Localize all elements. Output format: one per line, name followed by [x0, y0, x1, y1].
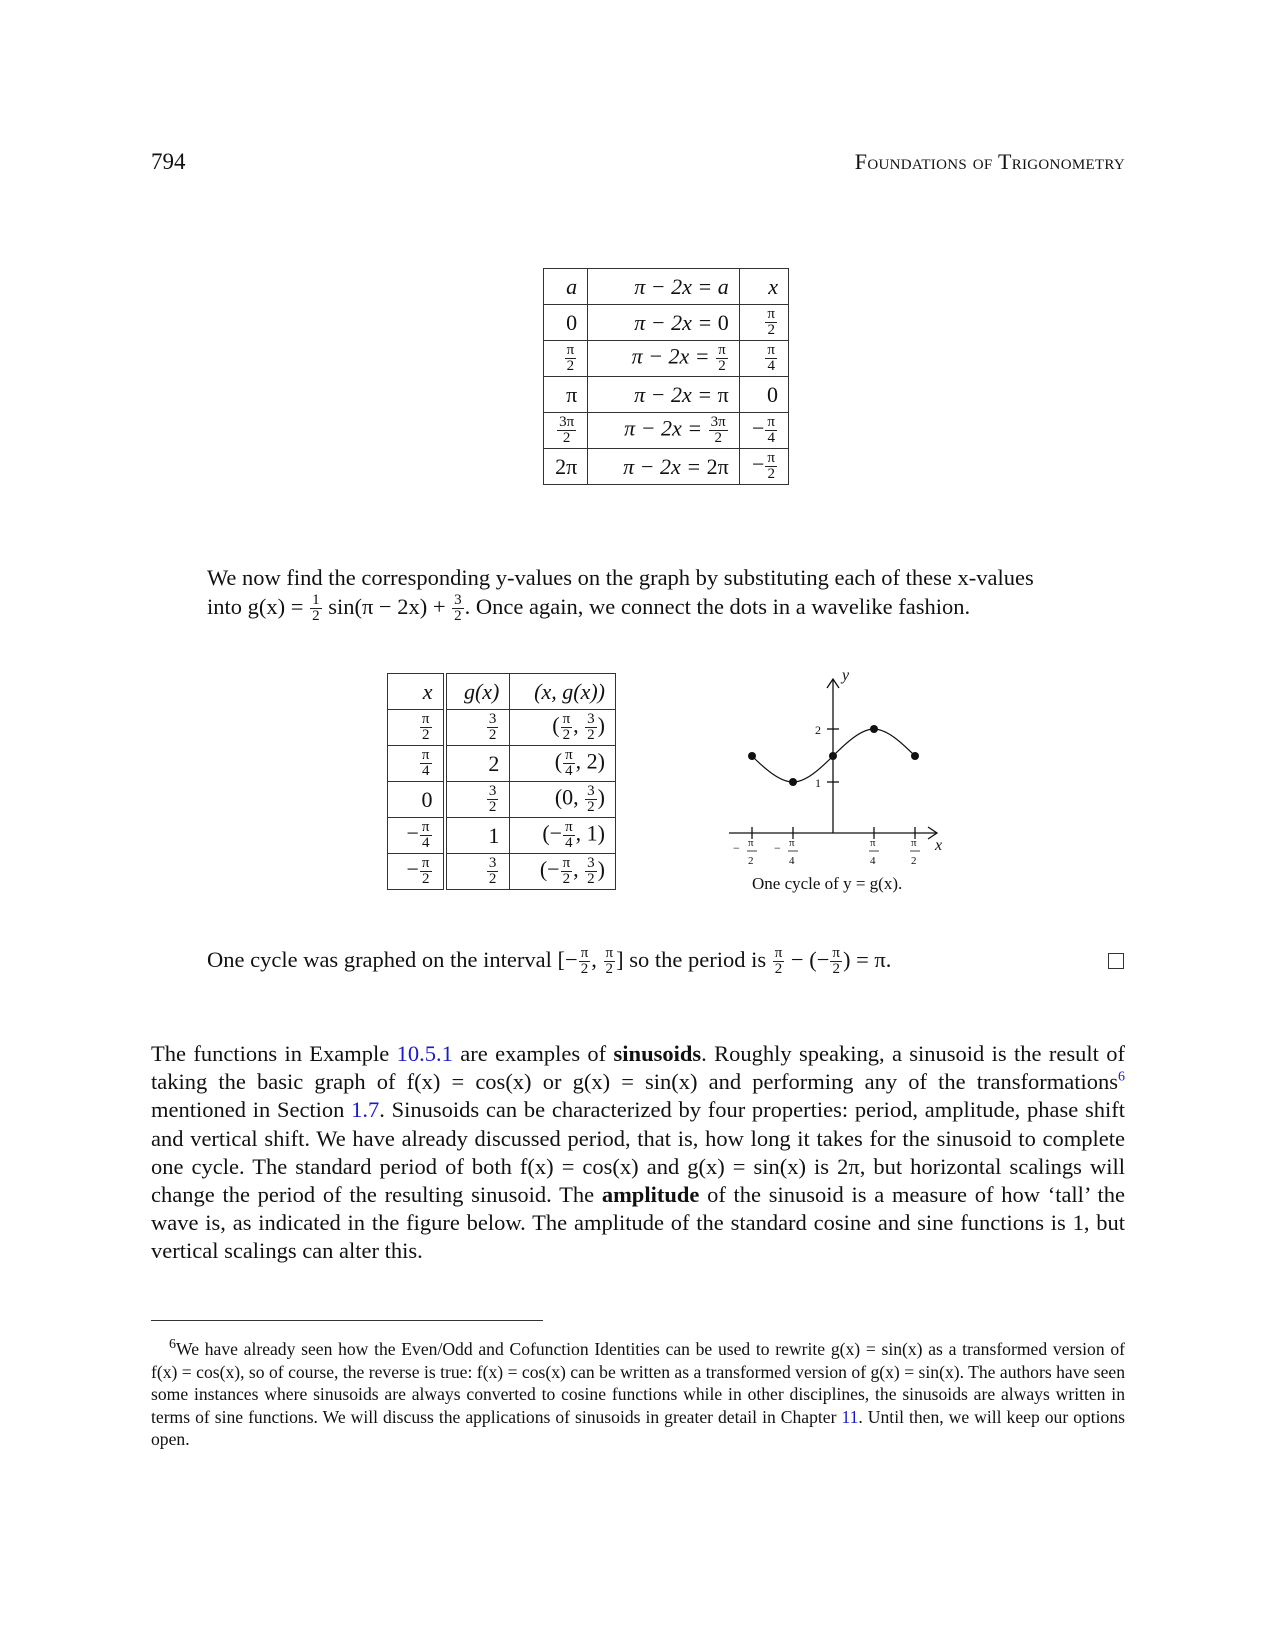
cell-equation: π − 2x = $\frac{\pi}{2}$	[588, 341, 740, 377]
table-row	[388, 818, 616, 854]
svg-text:4: 4	[789, 855, 795, 867]
cell-equation: π − 2x = 0	[588, 305, 740, 341]
svg-text:2: 2	[815, 723, 821, 737]
svg-text:π: π	[911, 837, 917, 849]
main-paragraph: The functions in Example 10.5.1 are examples of sinusoids. Roughly speaking, a sinusoid is the result of taking the basic graph of f(x) = cos(x) or g(x) = sin(x) and performing any of the transformations$^6$ mentioned in Section 1.7. Sinusoids can be characterized by four properties: period, amplitude, phase shift and vertical shift. We have already discussed period, that is, how long it takes for the sinusoid to complete one cycle. The standard period of both f(x) = cos(x) and g(x) = sin(x) is 2π, but horizontal scalings will change the period of the resulting sinusoid. The amplitude of the sinusoid is a measure of how ‘tall’ the wave is, as indicated in the figure below. The amplitude of the standard cosine and sine functions is 1, but vertical scalings can alter this.	[151, 1041, 1125, 1264]
header-gx: g(x)	[445, 674, 510, 710]
svg-text:2: 2	[748, 855, 754, 867]
y-axis-arrow-icon	[827, 679, 839, 688]
cell-x: $\frac{\pi}{4}$	[388, 746, 445, 782]
svg-text:π: π	[870, 837, 876, 849]
period-statement: One cycle was graphed on the interval [− $\frac{\pi}{2}$ , $\frac{\pi}{2}$ ] so the period is $\frac{\pi}{2}$ − (− $\frac{\pi}{2}$ ) = π.	[207, 945, 892, 978]
curve	[752, 729, 915, 782]
cell-equation: π − 2x = 2π	[588, 449, 740, 485]
cell-x: − $\frac{\pi}{2}$	[388, 854, 445, 890]
table-row	[544, 341, 789, 377]
footnote-ref-link[interactable]: 6	[1118, 1069, 1125, 1085]
x-axis-arrow-icon	[928, 827, 937, 839]
cell-x: − $\frac{\pi}{4}$	[388, 818, 445, 854]
header-point: (x, g(x))	[510, 674, 616, 710]
paragraph-line-2: into g(x) = $\frac{1}{2}$ sin(π − 2x) + $\frac{3}{2}$ . Once again, we connect the dots in a wavelike fashion.	[207, 592, 971, 625]
cell-point: ( $\frac{\pi}{2}$ , $\frac{3}{2}$ )	[510, 710, 616, 746]
cell-gx: $\frac{3}{2}$	[445, 710, 510, 746]
cell-x: $\frac{\pi}{4}$	[739, 341, 788, 377]
paragraph-line-1: We now find the corresponding y-values on the graph by substituting each of these x-values	[207, 565, 1034, 590]
cell-gx: 2	[445, 746, 510, 782]
cell-a: $\frac{\pi}{2}$	[544, 341, 588, 377]
svg-text:y: y	[842, 667, 850, 684]
svg-text:−: −	[733, 841, 740, 855]
table-row	[388, 782, 616, 818]
graph-caption: One cycle of y = g(x).	[752, 874, 903, 893]
table-row	[544, 413, 789, 449]
cell-a: $\frac{3\pi}{2}$	[544, 413, 588, 449]
cell-a: 0	[544, 305, 588, 341]
cell-equation: π − 2x = $\frac{3\pi}{2}$	[588, 413, 740, 449]
cell-a: π	[544, 377, 588, 413]
example-link[interactable]: 10.5.1	[396, 1041, 453, 1066]
svg-text:π: π	[789, 837, 795, 849]
table-header-row	[544, 269, 789, 305]
term-sinusoids: sinusoids	[613, 1041, 702, 1066]
page-number: 794	[151, 149, 186, 174]
svg-text:2: 2	[911, 855, 917, 867]
table-row	[388, 710, 616, 746]
cell-x: $\frac{\pi}{2}$	[739, 305, 788, 341]
svg-text:1: 1	[815, 776, 821, 790]
cell-point: ( $\frac{\pi}{4}$ , 2)	[510, 746, 616, 782]
table-row	[544, 305, 789, 341]
svg-text:x: x	[935, 837, 943, 854]
data-points	[748, 725, 919, 786]
footnote-mark: 6	[169, 1337, 176, 1353]
cell-gx: $\frac{3}{2}$	[445, 782, 510, 818]
cell-point: (0, $\frac{3}{2}$ )	[510, 782, 616, 818]
cell-x: − $\frac{\pi}{2}$	[739, 449, 788, 485]
chapter-link[interactable]: 11	[841, 1406, 859, 1427]
svg-text:−: −	[774, 841, 781, 855]
table-row	[544, 449, 789, 485]
running-title: Foundations of Trigonometry	[854, 149, 1125, 174]
substitution-table	[543, 268, 789, 485]
footnote-rule	[151, 1320, 543, 1321]
footnote: $^6$We have already seen how the Even/Odd and Cofunction Identities can be used to rewrite g(x) = sin(x) as a transformed version of f(x) = cos(x), so of course, the reverse is true: f(x) = cos(x) can be written as a transformed version of g(x) = sin(x). The authors have seen some instances where sinusoids are always converted to cosine functions while in other disciplines, the sinusoids are always written in terms of sine functions. We will discuss the applications of sinusoids in greater detail in Chapter 11. Until then, we will keep our options open.	[151, 1337, 1125, 1450]
header-a: a	[544, 269, 588, 305]
header-x: x	[739, 269, 788, 305]
cell-equation: π − 2x = π	[588, 377, 740, 413]
cell-gx: 1	[445, 818, 510, 854]
cell-x: $\frac{\pi}{2}$	[388, 710, 445, 746]
cell-a: 2π	[544, 449, 588, 485]
cell-point: (− $\frac{\pi}{2}$ , $\frac{3}{2}$ )	[510, 854, 616, 890]
cell-point: (− $\frac{\pi}{4}$ , 1)	[510, 818, 616, 854]
header-equation: π − 2x = a	[588, 269, 740, 305]
intro-paragraph	[207, 563, 1034, 624]
table-row	[388, 854, 616, 890]
cell-x: 0	[739, 377, 788, 413]
table-header-row	[388, 674, 616, 710]
table-row	[388, 746, 616, 782]
values-table	[387, 673, 616, 890]
cell-x: 0	[388, 782, 445, 818]
header-x: x	[388, 674, 445, 710]
cell-x: − $\frac{\pi}{4}$	[739, 413, 788, 449]
svg-text:π: π	[748, 837, 754, 849]
svg-text:4: 4	[870, 855, 876, 867]
qed-box-icon	[1108, 953, 1124, 969]
table-row	[544, 377, 789, 413]
cell-gx: $\frac{3}{2}$	[445, 854, 510, 890]
section-link[interactable]: 1.7	[351, 1097, 380, 1123]
term-amplitude: amplitude	[601, 1182, 700, 1208]
